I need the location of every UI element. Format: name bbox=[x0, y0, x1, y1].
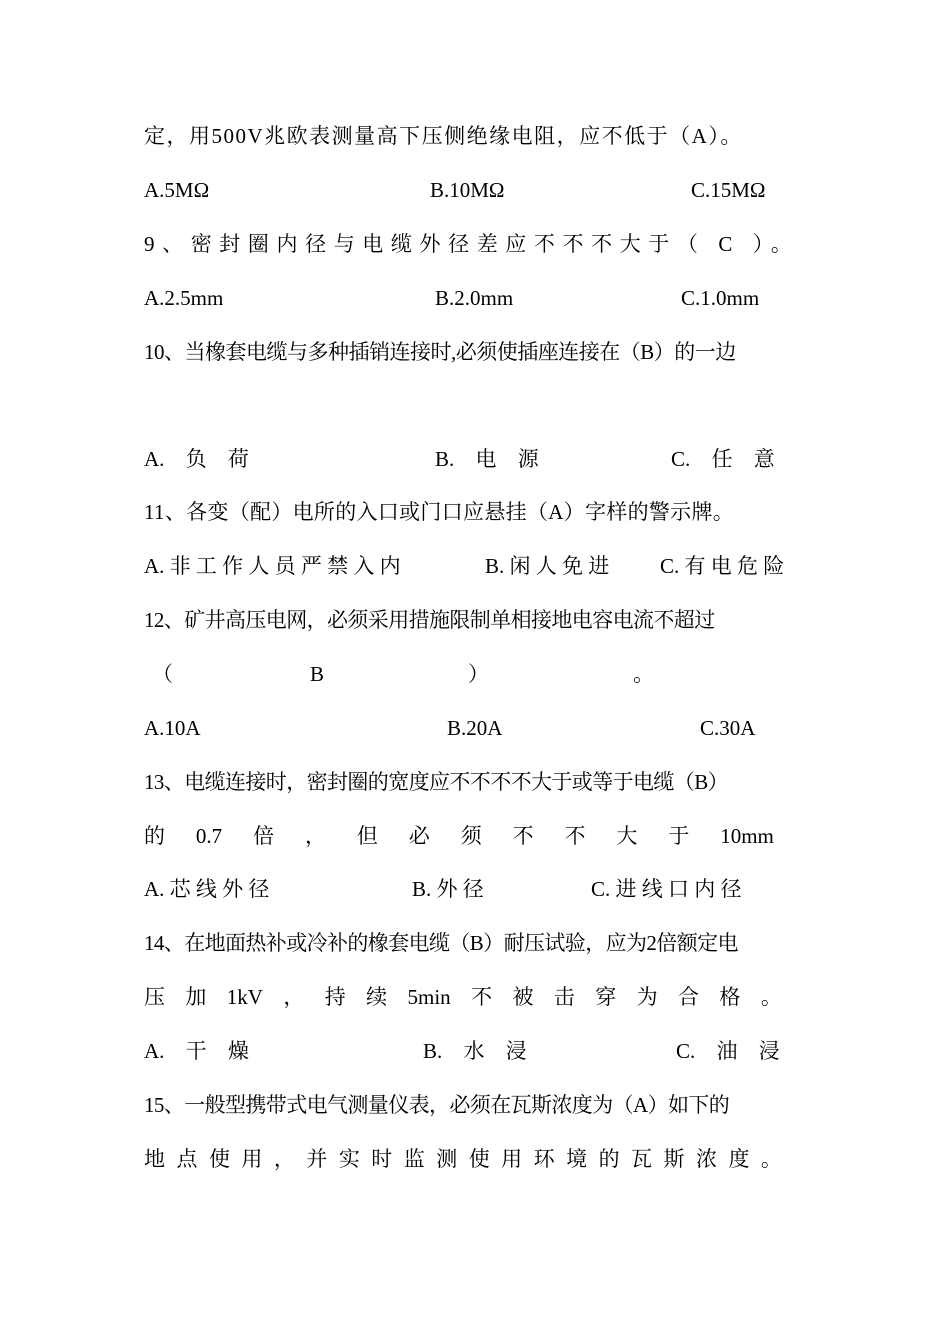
option-c: C. 有 电 危 险 bbox=[660, 554, 785, 578]
text-segment: 1kV bbox=[226, 985, 263, 1009]
option-b: B. 水 浸 bbox=[423, 1039, 527, 1063]
text-segment: 续 bbox=[366, 985, 388, 1009]
text-segment: 环 bbox=[533, 1147, 555, 1171]
text-segment: 5min bbox=[407, 985, 451, 1009]
question-14-continuation bbox=[144, 982, 782, 1012]
text-segment: 并 bbox=[306, 1147, 328, 1171]
text-segment: 压 bbox=[144, 985, 165, 1009]
option-b: B.2.0mm bbox=[435, 286, 514, 310]
question-13-continuation bbox=[144, 821, 774, 851]
text-segment: 测 bbox=[436, 1147, 458, 1171]
text-segment: 境 bbox=[566, 1147, 588, 1171]
option-a: A.2.5mm bbox=[144, 286, 224, 310]
question-15: 15、一般型携带式电气测量仪表，必须在瓦斯浓度为（A）如下的 bbox=[144, 1093, 730, 1117]
question-14-options bbox=[144, 1036, 806, 1066]
question-10: 10、当橡套电缆与多种插销连接时,必须使插座连接在（B）的一边 bbox=[144, 340, 736, 364]
text-segment: 不 bbox=[564, 824, 586, 848]
option-b: B. 闲 人 免 进 bbox=[485, 554, 610, 578]
text-segment: 瓦 bbox=[631, 1147, 653, 1171]
text-segment: 被 bbox=[512, 985, 534, 1009]
text-segment: 用 bbox=[241, 1147, 263, 1171]
option-b: B. 外 径 bbox=[412, 877, 484, 901]
text-segment: 加 bbox=[185, 985, 207, 1009]
text-segment: 击 bbox=[553, 985, 575, 1009]
close-paren: ） bbox=[468, 662, 489, 686]
text-segment: 斯 bbox=[663, 1147, 685, 1171]
option-a: A. 芯 线 外 径 bbox=[144, 877, 270, 901]
question-9-options bbox=[144, 283, 806, 313]
text-segment: 使 bbox=[468, 1147, 490, 1171]
question-13-options bbox=[144, 874, 806, 904]
text-segment: 大 bbox=[616, 824, 638, 848]
text-segment: 倍 bbox=[253, 824, 275, 848]
text-segment: ， bbox=[304, 824, 326, 848]
question-10-options bbox=[144, 444, 806, 474]
text-segment: 0.7 bbox=[195, 824, 223, 848]
option-b: B.20A bbox=[447, 716, 503, 740]
option-b: B. 电 源 bbox=[435, 447, 539, 471]
text-segment: ， bbox=[273, 1147, 295, 1171]
text-segment: 为 bbox=[636, 985, 658, 1009]
option-b: B.10MΩ bbox=[430, 178, 505, 202]
text-segment: 格 bbox=[719, 985, 741, 1009]
question-15-continuation bbox=[144, 1144, 782, 1174]
text-segment: 时 bbox=[371, 1147, 393, 1171]
question-14: 14、在地面热补或冷补的橡套电缆（B）耐压试验，应为2倍额定电 bbox=[144, 931, 738, 955]
text-segment: 合 bbox=[678, 985, 700, 1009]
text-segment: 点 bbox=[176, 1147, 198, 1171]
question-11: 11、各变（配）电所的入口或门口应悬挂（A）字样的警示牌。 bbox=[144, 500, 735, 524]
text-segment: ， bbox=[283, 985, 305, 1009]
question-9: 9、密封圈内径与电缆外径差应不不不大于（ C ）。 bbox=[144, 232, 800, 256]
question-8-continuation: 定，用500V兆欧表测量高下压侧绝缘电阻，应不低于（A）。 bbox=[144, 124, 743, 148]
option-c: C.15MΩ bbox=[691, 178, 766, 202]
text-segment: 10mm bbox=[720, 824, 774, 848]
text-segment: 必 bbox=[408, 824, 430, 848]
answer-letter: B bbox=[310, 662, 325, 686]
text-segment: 的 bbox=[598, 1147, 620, 1171]
text-segment: 但 bbox=[356, 824, 378, 848]
text-segment: 不 bbox=[471, 985, 493, 1009]
text-segment: 地 bbox=[144, 1147, 165, 1171]
option-a: A. 干 燥 bbox=[144, 1039, 249, 1063]
option-c: C. 油 浸 bbox=[676, 1039, 780, 1063]
text-segment: 。 bbox=[760, 985, 782, 1009]
question-13: 13、电缆连接时，密封圈的宽度应不不不不大于或等于电缆（B） bbox=[144, 770, 729, 794]
text-segment: 于 bbox=[668, 824, 690, 848]
text-segment: 浓 bbox=[695, 1147, 717, 1171]
question-12: 12、矿井高压电网，必须采用措施限制单相接地电容电流不超过 bbox=[144, 608, 715, 632]
option-c: C. 任 意 bbox=[671, 447, 775, 471]
question-12-continuation bbox=[144, 659, 806, 689]
option-a: A. 负 荷 bbox=[144, 447, 249, 471]
text-segment: 度 bbox=[728, 1147, 750, 1171]
text-segment: 持 bbox=[324, 985, 346, 1009]
text-segment: 用 bbox=[501, 1147, 523, 1171]
question-11-options bbox=[144, 551, 806, 581]
text-segment: 。 bbox=[760, 1147, 782, 1171]
period: 。 bbox=[633, 662, 654, 686]
text-segment: 穿 bbox=[595, 985, 617, 1009]
option-c: C. 进 线 口 内 径 bbox=[591, 877, 742, 901]
question-12-options bbox=[144, 713, 806, 743]
option-c: C.1.0mm bbox=[681, 286, 760, 310]
option-a: A.5MΩ bbox=[144, 178, 210, 202]
option-a: A. 非 工 作 人 员 严 禁 入 内 bbox=[144, 554, 401, 578]
option-a: A.10A bbox=[144, 716, 201, 740]
text-segment: 使 bbox=[208, 1147, 230, 1171]
text-segment: 实 bbox=[338, 1147, 360, 1171]
text-segment: 监 bbox=[403, 1147, 425, 1171]
question-8-options bbox=[144, 175, 806, 205]
text-segment: 的 bbox=[144, 824, 165, 848]
open-paren: （ bbox=[152, 662, 173, 686]
text-segment: 须 bbox=[460, 824, 482, 848]
option-c: C.30A bbox=[700, 716, 756, 740]
text-segment: 不 bbox=[512, 824, 534, 848]
